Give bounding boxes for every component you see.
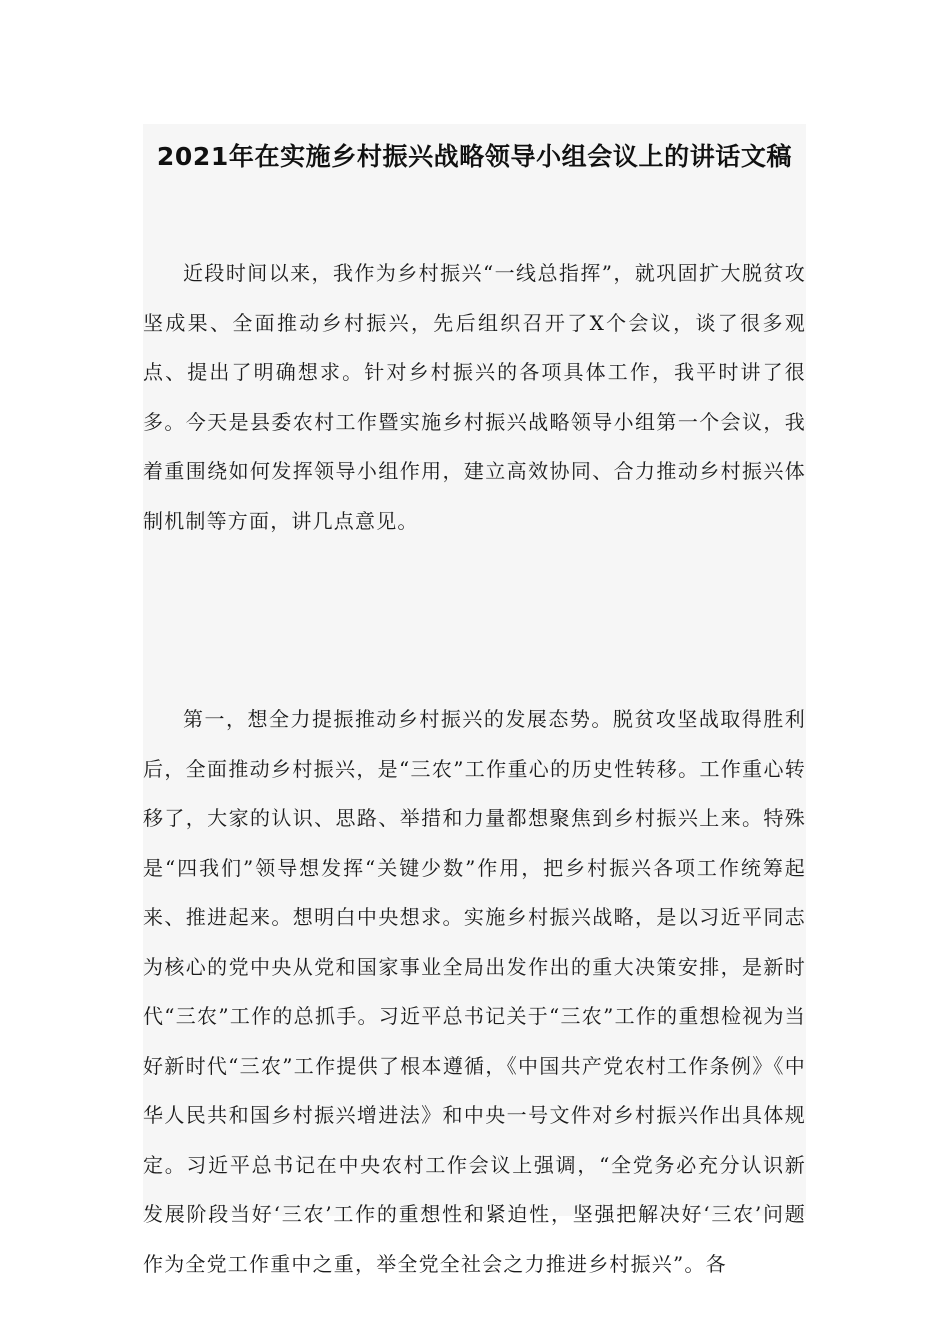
paragraph-first-point: 第一，想全力提振推动乡村振兴的发展态势。脱贫攻坚战取得胜利后，全面推动乡村振兴，是“三农”工作重心的历史性转移。工作重心转移了，大家的认识、思路、举措和力量都想聚焦到乡村振兴上来。特殊是“四我们”领导想发挥“关键少数”作用，把乡村振兴各项工作统筹起来、推进起来。想明白中央想求。实施乡村振兴战略，是以习近平同志为核心的党中央从党和国家事业全局出发作出的重大决策安排，是新时代“三农”工作的总抓手。习近平总书记关于“三农”工作的重想检视为当好新时代“三农”工作提供了根本遵循，《中国共产党农村工作条例》《中华人民共和国乡村振兴增进法》和中央一号文件对乡村振兴作出具体规定。习近平总书记在中央农村工作会议上强调，“全党务必充分认识新发展阶段当好‘三农’工作的重想性和紧迫性，坚强把解决好‘三农’问题作为全党工作重中之重，举全党全社会之力推进乡村振兴”。各 <box>143 707 806 1276</box>
document-title: 2021年在实施乡村振兴战略领导小组会议上的讲话文稿 <box>156 142 793 171</box>
paragraph-intro: 近段时间以来，我作为乡村振兴“一线总指挥”，就巩固扩大脱贫攻坚成果、全面推动乡村振兴，先后组织召开了X个会议，谈了很多观点、提出了明确想求。针对乡村振兴的各项具体工作，我平时讲了很多。今天是县委农村工作暨实施乡村振兴战略领导小组第一个会议，我着重围绕如何发挥领导小组作用，建立高效协同、合力推动乡村振兴体制机制等方面，讲几点意见。 <box>143 261 806 533</box>
document-page <box>143 124 806 1276</box>
